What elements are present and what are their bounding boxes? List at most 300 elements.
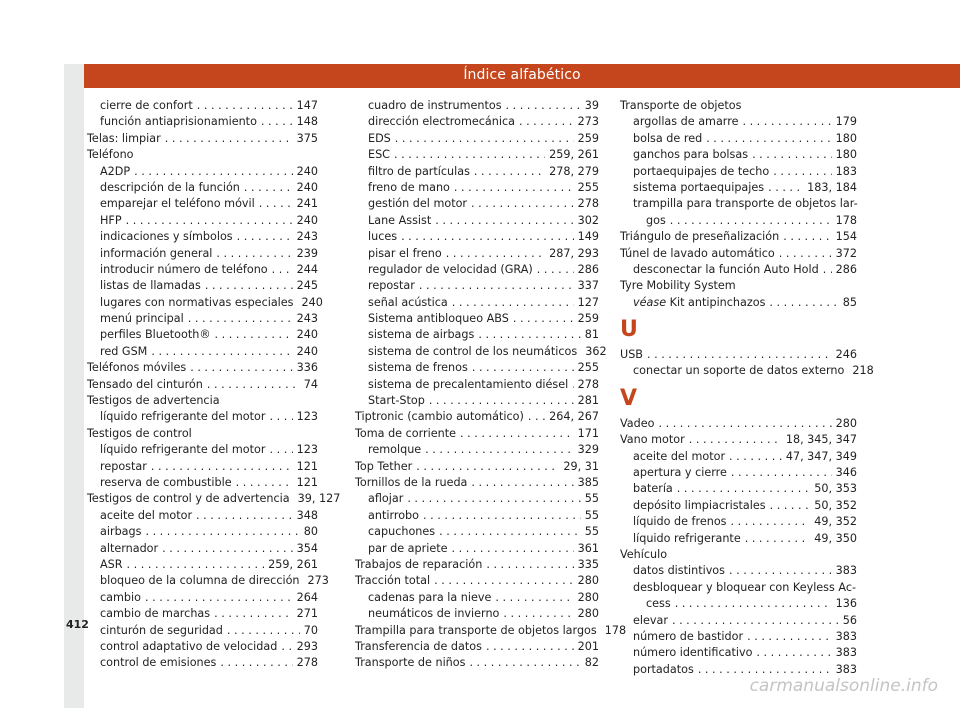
index-entry: [355, 98, 599, 114]
dot-leader: [537, 262, 574, 278]
index-entry-text: Start-Stop: [368, 394, 425, 408]
index-entry: [620, 449, 857, 465]
page-reference: 50, 352: [814, 498, 857, 512]
dot-leader: [503, 606, 573, 622]
page-reference: 354: [296, 541, 318, 555]
dot-leader: [134, 164, 293, 180]
dot-leader: [237, 229, 293, 245]
page-reference: 383: [835, 662, 857, 676]
index-entry-text: aflojar: [368, 492, 404, 506]
dot-leader: [670, 213, 832, 229]
page-reference: 259, 261: [549, 148, 599, 162]
dot-leader: [236, 475, 293, 491]
see-reference: véase: [633, 295, 667, 309]
index-entry: [87, 409, 318, 425]
index-entry-text: alternador: [100, 541, 159, 555]
page-reference: 243: [296, 312, 318, 326]
index-entry-text: líquido refrigerante del motor: [100, 443, 266, 457]
index-entry-text: USB: [620, 348, 643, 362]
index-entry: [87, 180, 318, 196]
page-title: Índice alfabético: [463, 67, 581, 83]
index-entry-text: Tensado del cinturón: [87, 377, 203, 391]
page-reference: 273: [307, 574, 329, 588]
page-number: 412: [66, 618, 89, 631]
dot-leader: [478, 327, 580, 343]
index-entry: [355, 541, 599, 557]
index-column-3: [620, 98, 874, 678]
index-entry-text: Tiptronic (cambio automático): [355, 410, 524, 424]
section-letter: V: [620, 385, 638, 411]
index-entry: [87, 344, 318, 360]
dot-leader: [162, 541, 293, 557]
page-reference: 154: [835, 230, 857, 244]
index-heading: [87, 426, 318, 442]
dot-leader: [127, 557, 265, 573]
page-reference: 302: [577, 213, 599, 227]
page-reference: 180: [835, 131, 857, 145]
page-reference: 136: [835, 597, 857, 611]
dot-leader: [272, 262, 293, 278]
index-entry-text: sistema de precalentamiento diésel: [368, 377, 569, 391]
index-entry: [355, 131, 599, 147]
dot-leader: [151, 459, 293, 475]
index-heading-text: Transporte de objetos: [620, 99, 742, 112]
page-reference: 337: [577, 279, 599, 293]
dot-leader: [752, 147, 832, 163]
page-reference: 281: [577, 394, 599, 408]
dot-leader: [756, 645, 831, 661]
index-entry: [620, 229, 857, 245]
page-reference: 244: [296, 262, 318, 276]
page-reference: 375: [296, 131, 318, 145]
index-entry-text: sistema de frenos: [368, 361, 468, 375]
index-entry-text: remolque: [368, 443, 422, 457]
index-entry-text: apertura y cierre: [633, 466, 727, 480]
index-entry: [355, 360, 599, 376]
index-entry-text: cadenas para la nieve: [368, 590, 492, 604]
dot-leader: [486, 557, 573, 573]
dot-leader: [452, 295, 574, 311]
dot-leader: [269, 409, 292, 425]
dot-leader: [513, 311, 574, 327]
dot-leader: [215, 327, 293, 343]
index-entry-text: repostar: [368, 279, 415, 293]
index-entry: [355, 278, 599, 294]
page-reference: 385: [577, 475, 599, 489]
index-entry-text: datos distintivos: [633, 564, 725, 578]
index-entry-text: cinturón de seguridad: [100, 623, 223, 637]
page-reference: 336: [296, 361, 318, 375]
index-entry: [355, 393, 599, 409]
index-entry: [87, 573, 329, 589]
index-entry: [87, 639, 318, 655]
index-entry-text: control de emisiones: [100, 656, 217, 670]
index-entry-text: número de bastidor: [633, 629, 744, 643]
dot-leader: [214, 606, 293, 622]
index-entry: [87, 114, 318, 130]
index-entry-text: Triángulo de preseñalización: [620, 230, 780, 244]
index-entry: [87, 262, 318, 278]
index-entry-text: dirección electromecánica: [368, 115, 515, 129]
index-entry: [620, 246, 857, 262]
index-entry-text: reserva de combustible: [100, 475, 232, 489]
index-entry-text: par de apriete: [368, 541, 448, 555]
dot-leader: [145, 590, 293, 606]
index-entry: [355, 590, 599, 606]
page-reference: 241: [296, 197, 318, 211]
dot-leader: [675, 596, 832, 612]
index-entry-text: líquido de frenos: [633, 515, 727, 529]
page-reference: 278: [577, 377, 599, 391]
index-entry: [355, 213, 599, 229]
dot-leader: [706, 131, 831, 147]
index-entry: [620, 213, 857, 229]
index-entry-text: ASR: [100, 557, 123, 571]
index-entry-text: Transferencia de datos: [355, 639, 482, 653]
index-entry: [355, 524, 599, 540]
index-entry-text: función antiaprisionamiento: [100, 115, 257, 129]
index-heading: [620, 278, 857, 294]
dot-leader: [647, 347, 832, 363]
dot-leader: [190, 360, 292, 376]
dot-leader: [126, 213, 293, 229]
page-reference: 171: [577, 426, 599, 440]
dot-leader: [205, 278, 293, 294]
page-reference: 121: [296, 459, 318, 473]
page-reference: 383: [835, 646, 857, 660]
index-entry-text: repostar: [100, 459, 147, 473]
dot-leader: [419, 278, 574, 294]
watermark: carmanualsonline.info: [749, 676, 938, 696]
index-entry: [87, 98, 318, 114]
page-reference: 346: [835, 466, 857, 480]
index-entry: [87, 377, 318, 393]
index-entry-text: control adaptativo de velocidad: [100, 639, 278, 653]
index-entry: [355, 606, 599, 622]
index-entry: [87, 196, 318, 212]
index-entry-text: Trabajos de reparación: [355, 557, 483, 571]
dot-leader: [672, 613, 839, 629]
dot-leader: [471, 475, 573, 491]
page-reference: 218: [852, 364, 874, 378]
index-entry-text: argollas de amarre: [633, 115, 739, 129]
index-entry: [355, 229, 599, 245]
index-entry: [620, 363, 874, 379]
page-reference: 286: [835, 262, 857, 276]
index-entry: [87, 557, 318, 573]
index-entry: [620, 347, 857, 363]
page-reference: 383: [835, 629, 857, 643]
dot-leader: [689, 432, 782, 448]
index-entry-text: Vano motor: [620, 433, 685, 447]
dot-leader: [768, 180, 803, 196]
index-entry: [87, 327, 318, 343]
index-entry: [355, 409, 599, 425]
page-reference: 70: [303, 623, 318, 637]
header-bar: [84, 64, 960, 88]
page-reference: 255: [577, 180, 599, 194]
index-entry-text: perfiles Bluetooth®: [100, 328, 211, 342]
dot-leader: [460, 426, 574, 442]
index-entry: [355, 426, 599, 442]
dot-leader: [435, 213, 573, 229]
index-entry-text: menú principal: [100, 312, 184, 326]
dot-leader: [407, 491, 580, 507]
index-entry: [620, 596, 857, 612]
index-entry: [355, 164, 599, 180]
index-entry: [87, 623, 318, 639]
page-reference: 183, 184: [807, 180, 857, 194]
index-entry-text: sistema portaequipajes: [633, 180, 765, 194]
dot-leader: [731, 514, 811, 530]
dot-leader: [742, 114, 831, 130]
index-entry-text: cuadro de instrumentos: [368, 99, 502, 112]
index-entry: [355, 459, 599, 475]
index-entry: [620, 432, 857, 448]
index-entry: [355, 344, 607, 360]
index-entry: [355, 508, 599, 524]
reference-target: Kit antipinchazos: [669, 295, 766, 309]
index-entry-text: desconectar la función Auto Hold: [633, 262, 819, 276]
index-entry: [87, 311, 318, 327]
index-entry-text: ESC: [368, 148, 390, 162]
page-reference: 123: [296, 410, 318, 424]
page-reference: 85: [842, 295, 857, 309]
index-entry-text: antirrobo: [368, 508, 419, 522]
index-entry: [355, 655, 599, 671]
index-heading-text: Testigos de advertencia: [87, 394, 220, 408]
index-entry: [87, 459, 318, 475]
dot-leader: [779, 246, 832, 262]
page-reference: 149: [577, 230, 599, 244]
page-reference: 348: [296, 508, 318, 522]
page-reference: 246: [835, 348, 857, 362]
index-entry-text: gos: [646, 213, 666, 227]
page-reference: 239: [296, 246, 318, 260]
index-entry-text: Tornillos de la rueda: [355, 475, 468, 489]
page-reference: 264, 267: [549, 410, 599, 424]
index-entry: [355, 623, 627, 639]
index-entry: [620, 114, 857, 130]
dot-leader: [434, 573, 574, 589]
page-reference: 179: [835, 115, 857, 129]
index-entry-text: información general: [100, 246, 213, 260]
index-entry: [355, 180, 599, 196]
page-reference: 259: [577, 312, 599, 326]
index-entry: [87, 164, 318, 180]
index-entry-text: trampilla para transporte de objetos lar-: [633, 197, 858, 211]
page-reference: 280: [577, 590, 599, 604]
index-entry: [355, 557, 599, 573]
page-reference: 255: [577, 361, 599, 375]
dot-leader: [745, 531, 811, 547]
page-reference: 329: [577, 443, 599, 457]
index-entry: [87, 213, 318, 229]
dot-leader: [451, 541, 573, 557]
index-entry-text: cambio: [100, 590, 141, 604]
dot-leader: [429, 393, 574, 409]
index-entry: [620, 131, 857, 147]
dot-leader: [269, 442, 292, 458]
dot-leader: [729, 563, 832, 579]
index-heading-text: Vehículo: [620, 547, 668, 561]
section-letter: U: [620, 317, 638, 343]
page-reference: 183: [835, 164, 857, 178]
page-reference: 240: [296, 213, 318, 227]
dot-leader: [395, 131, 574, 147]
dot-leader: [747, 629, 832, 645]
dot-leader: [439, 524, 581, 540]
index-entry-text: introducir número de teléfono: [100, 262, 268, 276]
page-reference: 39, 127: [297, 492, 341, 506]
index-entry-text: descripción de la función: [100, 180, 240, 194]
index-entry: [620, 563, 857, 579]
index-column-2: [355, 98, 627, 672]
dot-leader: [423, 508, 581, 524]
index-entry-text: aceite del motor: [633, 449, 726, 463]
page-reference: 243: [296, 230, 318, 244]
index-entry: [87, 655, 318, 671]
index-entry: [87, 541, 318, 557]
index-entry-text: elevar: [633, 613, 668, 627]
page-reference: 335: [577, 557, 599, 571]
index-entry-text: lugares con normativas especiales: [100, 295, 294, 309]
index-entry-text: indicaciones y símbolos: [100, 230, 233, 244]
dot-leader: [207, 377, 300, 393]
index-entry: [87, 360, 318, 376]
dot-leader: [227, 623, 300, 639]
dot-leader: [446, 246, 545, 262]
index-entry-text: líquido refrigerante del motor: [100, 410, 266, 424]
page-reference: 49, 350: [814, 531, 857, 545]
dot-leader: [519, 114, 574, 130]
index-entry-text: bloqueo de la columna de dirección: [100, 574, 300, 588]
page-reference: 273: [577, 115, 599, 129]
dot-leader: [658, 416, 831, 432]
page-reference: 278, 279: [549, 164, 599, 178]
dot-leader: [486, 639, 574, 655]
index-entry: [87, 475, 318, 491]
dot-leader: [474, 164, 545, 180]
page-reference: 55: [584, 492, 599, 506]
index-heading: [87, 393, 318, 409]
index-entry-text: cierre de confort: [100, 99, 193, 112]
index-heading: [87, 147, 318, 163]
dot-leader: [528, 409, 545, 425]
index-entry: [355, 327, 599, 343]
index-entry-text: Transporte de niños: [355, 656, 466, 670]
dot-leader: [729, 449, 782, 465]
index-entry-text: gestión del motor: [368, 197, 468, 211]
index-entry: [620, 147, 857, 163]
page-reference: 240: [296, 164, 318, 178]
index-entry-text: pisar el freno: [368, 246, 442, 260]
index-entry-text: Sistema antibloqueo ABS: [368, 312, 509, 326]
page-reference: 372: [835, 246, 857, 260]
index-entry-text: luces: [368, 230, 398, 244]
page-reference: 280: [835, 416, 857, 430]
index-entry: [620, 295, 857, 311]
page-reference: 240: [296, 180, 318, 194]
page-reference: 240: [301, 295, 323, 309]
page-reference: 180: [835, 148, 857, 162]
index-entry-text: aceite del motor: [100, 508, 193, 522]
index-entry-text: capuchones: [368, 525, 436, 539]
index-entry-text: neumáticos de invierno: [368, 607, 500, 621]
index-entry: [620, 416, 857, 432]
index-entry-text: sistema de control de los neumáticos: [368, 344, 578, 358]
index-entry-text: Trampilla para transporte de objetos largos: [355, 623, 597, 637]
index-entry: [355, 311, 599, 327]
index-entry: [620, 180, 857, 196]
index-entry-text: Testigos de control y de advertencia: [87, 492, 290, 506]
index-entry-text: conectar un soporte de datos externo: [633, 364, 845, 378]
page-reference: 56: [842, 613, 857, 627]
page-reference: 286: [577, 262, 599, 276]
dot-leader: [454, 180, 574, 196]
index-entry-text: EDS: [368, 131, 391, 145]
index-entry-text: batería: [633, 482, 673, 496]
index-entry: [355, 639, 599, 655]
index-entry-text: Vadeo: [620, 416, 655, 430]
index-entry: [87, 246, 318, 262]
page-reference: 55: [584, 525, 599, 539]
index-entry: [620, 531, 857, 547]
index-entry: [355, 114, 599, 130]
index-entry-text: Tracción total: [355, 574, 431, 588]
index-entry-text: depósito limpiacristales: [633, 498, 766, 512]
page-reference: 278: [577, 197, 599, 211]
index-entry: [355, 262, 599, 278]
index-entry: [87, 524, 318, 540]
dot-leader: [773, 164, 831, 180]
page-reference: 264: [296, 590, 318, 604]
index-entry: [355, 377, 599, 393]
page-reference: 287, 293: [549, 246, 599, 260]
page-reference: 259: [577, 131, 599, 145]
page-reference: 240: [296, 328, 318, 342]
dot-leader: [495, 590, 573, 606]
dot-leader: [677, 481, 811, 497]
page-reference: 50, 353: [814, 482, 857, 496]
page-reference: 240: [296, 344, 318, 358]
index-entry-text: señal acústica: [368, 295, 448, 309]
index-entry-text: emparejar el teléfono móvil: [100, 197, 255, 211]
index-entry: [355, 246, 599, 262]
page-reference: 245: [296, 279, 318, 293]
index-entry-text: freno de mano: [368, 180, 450, 194]
index-entry: [620, 613, 857, 629]
index-entry-text: Toma de corriente: [355, 426, 456, 440]
page-reference: 201: [577, 639, 599, 653]
page-reference: 81: [584, 328, 599, 342]
dot-leader: [165, 131, 293, 147]
dot-leader: [188, 311, 293, 327]
dot-leader: [783, 229, 831, 245]
index-entry: [620, 629, 857, 645]
index-entry: [620, 498, 857, 514]
dot-leader: [244, 180, 293, 196]
index-entry: [87, 295, 323, 311]
index-entry: [355, 491, 599, 507]
index-entry: [87, 131, 318, 147]
index-entry-text: bolsa de red: [633, 131, 703, 145]
page-reference: 280: [577, 607, 599, 621]
index-entry-text: HFP: [100, 213, 122, 227]
index-entry-text: Túnel de lavado automático: [620, 246, 775, 260]
dot-leader: [197, 98, 293, 114]
dot-leader: [469, 655, 580, 671]
